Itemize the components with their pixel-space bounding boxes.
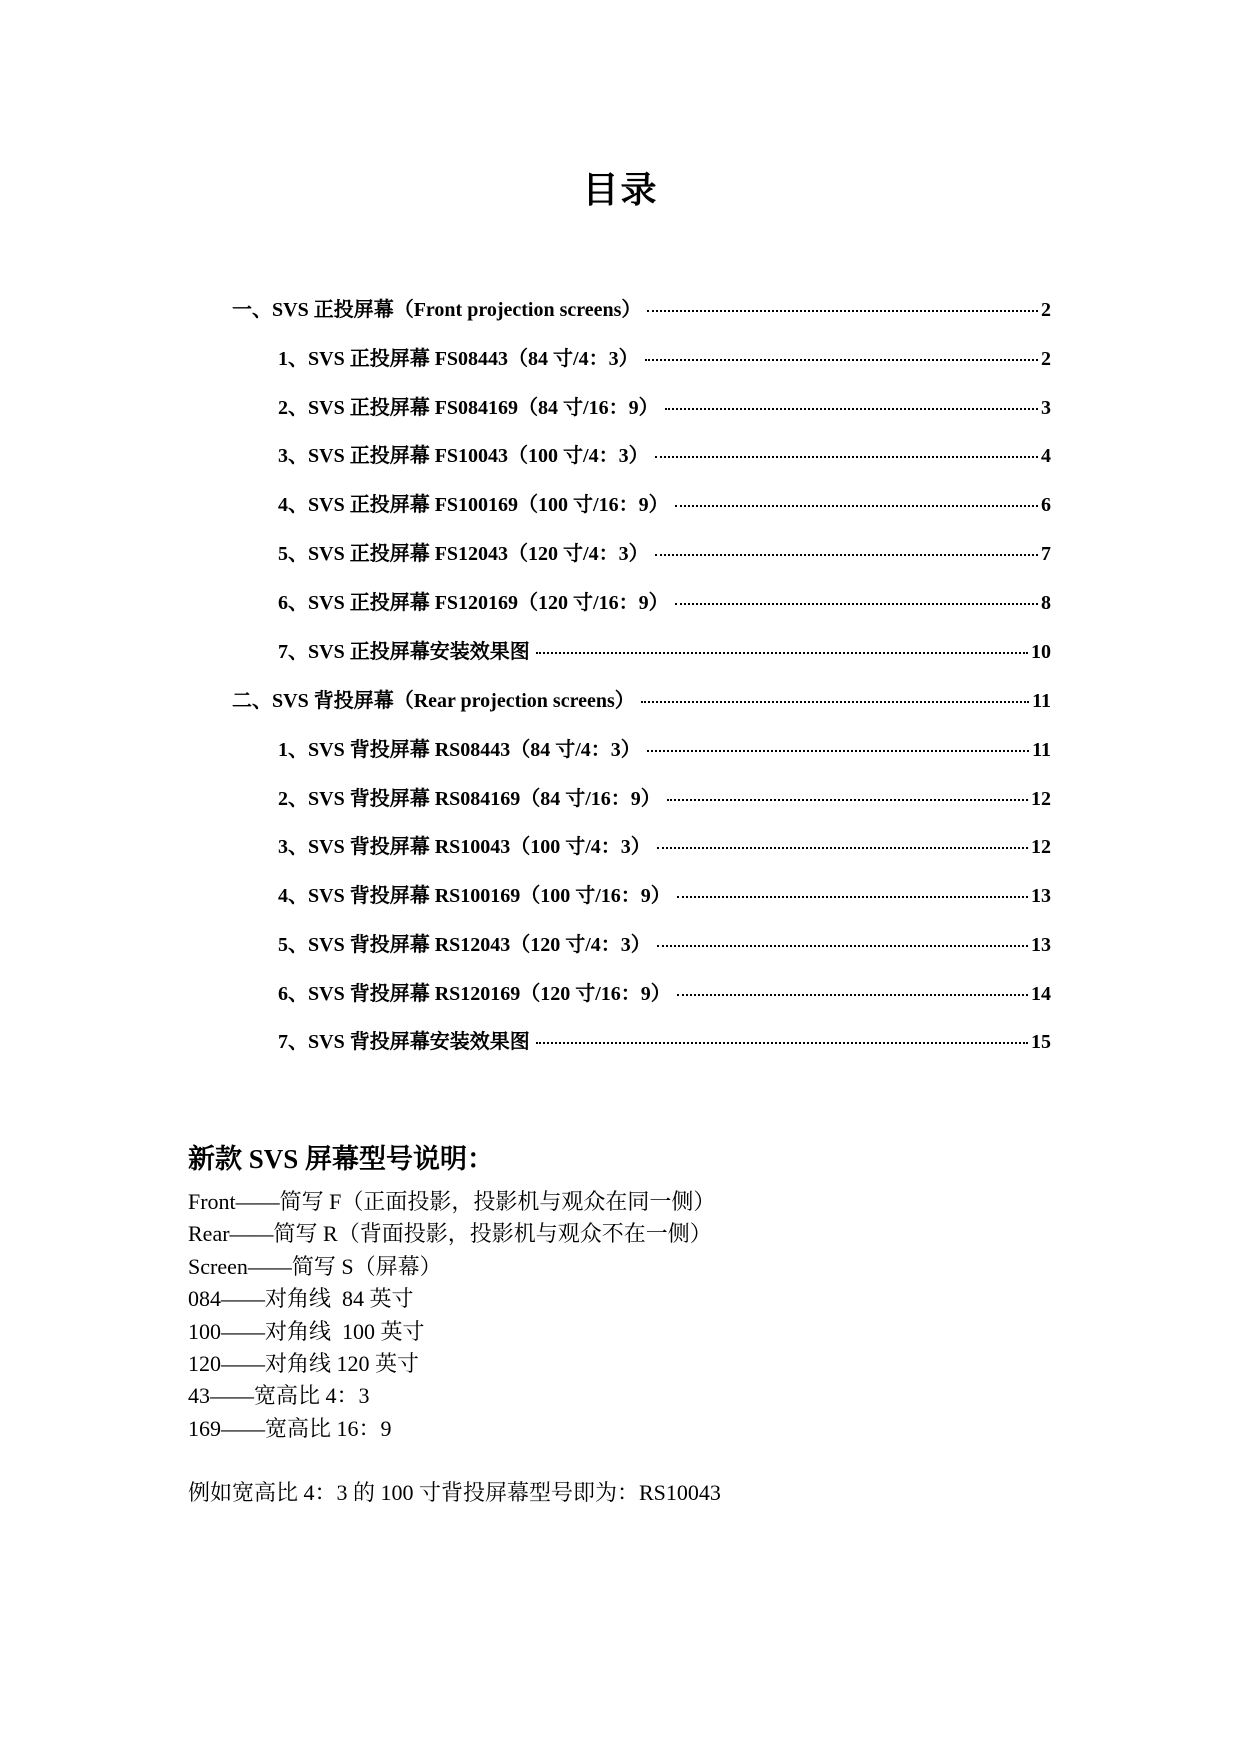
toc-entry-fs120169[interactable] xyxy=(278,586,1051,615)
toc-entry-label: 4、SVS 背投屏幕 RS100169（100 寸/16：9） xyxy=(278,885,671,907)
toc-entry-label: 2、SVS 正投屏幕 FS084169（84 寸/16：9） xyxy=(278,397,659,419)
toc-leader-dots xyxy=(667,799,1028,801)
explanation-line-front: Front——简写 F（正面投影，投影机与观众在同一侧） xyxy=(188,1189,716,1214)
toc-page-number: 2 xyxy=(1041,348,1051,370)
toc-entry-fs08443[interactable] xyxy=(278,342,1051,371)
explanation-line-43: 43——宽高比 4：3 xyxy=(188,1383,370,1409)
toc-entry-label: 5、SVS 正投屏幕 FS12043（120 寸/4：3） xyxy=(278,543,649,565)
toc-entry-label: 一、SVS 正投屏幕（Front projection screens） xyxy=(232,299,642,321)
toc-leader-dots xyxy=(675,505,1038,507)
toc-entry-label: 6、SVS 背投屏幕 RS120169（120 寸/16：9） xyxy=(278,983,671,1005)
toc-leader-dots xyxy=(536,652,1028,654)
toc-entry-front-install[interactable] xyxy=(278,635,1051,664)
toc-entry-label: 6、SVS 正投屏幕 FS120169（120 寸/16：9） xyxy=(278,592,669,614)
toc-entry-rs100169[interactable] xyxy=(278,879,1051,908)
toc-page-number: 15 xyxy=(1031,1031,1051,1053)
explanation-line-120: 120——对角线 120 英寸 xyxy=(188,1350,420,1376)
toc-page-number: 14 xyxy=(1031,983,1051,1005)
toc-page-number: 7 xyxy=(1041,543,1051,565)
toc-leader-dots xyxy=(647,750,1029,752)
toc-entry-label: 5、SVS 背投屏幕 RS12043（120 寸/4：3） xyxy=(278,934,651,956)
toc-title: 目录 xyxy=(582,170,659,210)
toc-leader-dots xyxy=(655,554,1038,556)
toc-entry-label: 4、SVS 正投屏幕 FS100169（100 寸/16：9） xyxy=(278,494,669,516)
toc-leader-dots xyxy=(675,603,1038,605)
toc-entry-fs084169[interactable] xyxy=(278,391,1051,420)
toc-page-number: 4 xyxy=(1041,445,1051,467)
toc-entry-rs08443[interactable] xyxy=(278,733,1051,762)
toc-entry-rear-install[interactable] xyxy=(278,1025,1051,1054)
model-example: 例如宽高比 4：3 的 100 寸背投屏幕型号即为：RS10043 xyxy=(188,1480,721,1505)
model-explanation-list xyxy=(188,1186,715,1445)
toc-leader-dots xyxy=(677,896,1028,898)
toc-page-number: 10 xyxy=(1031,641,1051,663)
toc-entry-fs100169[interactable] xyxy=(278,488,1051,517)
toc-entry-label: 7、SVS 背投屏幕安装效果图 xyxy=(278,1031,530,1053)
toc-entry-label: 3、SVS 背投屏幕 RS10043（100 寸/4：3） xyxy=(278,836,651,858)
toc-entry-rs120169[interactable] xyxy=(278,977,1051,1006)
toc-entry-rs12043[interactable] xyxy=(278,928,1051,957)
toc-entry-fs12043[interactable] xyxy=(278,537,1051,566)
toc-leader-dots xyxy=(536,1042,1028,1044)
toc-leader-dots xyxy=(647,310,1038,312)
toc-page-number: 6 xyxy=(1041,494,1051,516)
toc-leader-dots xyxy=(645,359,1038,361)
explanation-line-rear: Rear——简写 R（背面投影，投影机与观众不在一侧） xyxy=(188,1221,712,1247)
toc-page-number: 12 xyxy=(1031,788,1051,810)
toc-leader-dots xyxy=(665,408,1038,410)
toc-page-number: 13 xyxy=(1031,934,1051,956)
toc-leader-dots xyxy=(657,945,1028,947)
toc-entry-rs10043[interactable] xyxy=(278,830,1051,859)
toc-leader-dots xyxy=(641,701,1029,703)
explanation-line-screen: Screen——简写 S（屏幕） xyxy=(188,1253,442,1279)
toc-page-number: 3 xyxy=(1041,397,1051,419)
toc-page-number: 11 xyxy=(1032,690,1051,712)
toc-entry-label: 1、SVS 正投屏幕 FS08443（84 寸/4：3） xyxy=(278,348,639,370)
toc-page-number: 2 xyxy=(1041,299,1051,321)
toc-entry-label: 1、SVS 背投屏幕 RS08443（84 寸/4：3） xyxy=(278,739,641,761)
explanation-line-084: 084——对角线 84 英寸 xyxy=(188,1286,414,1312)
toc-entry-fs10043[interactable] xyxy=(278,439,1051,468)
toc-entry-label: 3、SVS 正投屏幕 FS10043（100 寸/4：3） xyxy=(278,445,649,467)
toc-entry-label: 2、SVS 背投屏幕 RS084169（84 寸/16：9） xyxy=(278,788,661,810)
toc-page-number: 13 xyxy=(1031,885,1051,907)
toc-leader-dots xyxy=(655,456,1038,458)
toc-entry-section-2[interactable] xyxy=(232,684,1051,713)
toc-entry-label: 二、SVS 背投屏幕（Rear projection screens） xyxy=(232,690,635,712)
toc-entry-section-1[interactable] xyxy=(232,293,1051,322)
explanation-line-169: 169——宽高比 16：9 xyxy=(188,1415,392,1441)
model-explanation-heading: 新款 SVS 屏幕型号说明： xyxy=(188,1144,495,1174)
toc-leader-dots xyxy=(657,847,1028,849)
explanation-line-100: 100——对角线 100 英寸 xyxy=(188,1318,425,1344)
toc-page-number: 8 xyxy=(1041,592,1051,614)
toc-page-number: 12 xyxy=(1031,836,1051,858)
toc-page-number: 11 xyxy=(1032,739,1051,761)
toc-leader-dots xyxy=(677,994,1028,996)
toc-entry-label: 7、SVS 正投屏幕安装效果图 xyxy=(278,641,530,663)
toc-entry-rs084169[interactable] xyxy=(278,782,1051,811)
